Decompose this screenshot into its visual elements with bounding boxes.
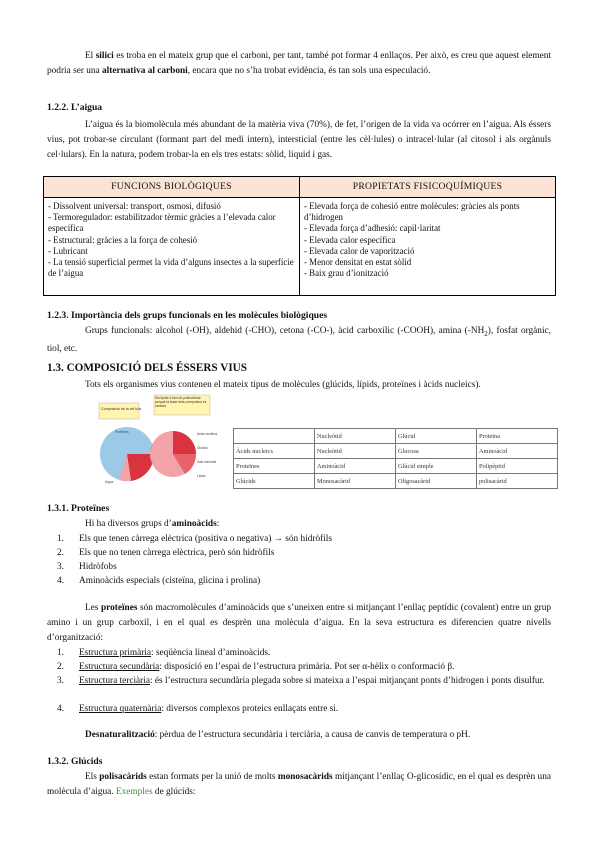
- link-exemples[interactable]: Exemples: [115, 787, 153, 797]
- table-header-propietats: PROPIETATS FISICOQUÍMIQUES: [300, 177, 556, 198]
- table-row: [234, 444, 558, 459]
- table-cell: Nucleòtid: [315, 444, 396, 459]
- text: Hi ha diversos grups d’: [85, 519, 172, 529]
- text: Grups funcionals: alcohol (-OH), aldehid (-CHO), cetona (-CO-), àcid carboxílic (-COOH), amina (-NH: [85, 326, 485, 336]
- table-cell: Proteïnes: [234, 459, 315, 474]
- table-header-funcions: FUNCIONS BIOLÒGIQUES: [44, 177, 300, 198]
- document-page: El silici es troba en el mateix grup que el carboni, per tant, també pot formar 4 enllaços. Per això, es creu que aquest element podria ser una alternativa al carboni, encara que no s’ha trobat evidència, és tan sols una especulació. 1.2.2. L’aigua L’aigua és la biomolècula més abundant de la matèria viva (70%), de fet, l’origen de la vida va ocórrer en l’aigua. Als éssers vius, pot trobar-se circulant (formant part del medi intern), intersticial (entre les cèl·lules) o intracel·lular (al citosol i als orgànuls cel·lulars). En la natura, podem trobar-la en els tres estats: sòlid, líquid i gas. FUNCIONS BIOLÒGIQUES PROPIETATS FISICOQUÍMIQUES - Dissolvent universal: transport, osmosi, difusió - Termoregulador: estabilitzador tèrmic gràcies a l’elevada calor específica - Estructural: gràcies a la força de cohesió - Lubricant - La tensió superficial permet la vida d’alguns insectes a la superfície de l’aigua - Elevada força de cohesió entre molècules: gràcies als ponts d’hidrogen - Elevada força d’adhesió: capil·laritat - Elevada calor específica - Elevada calor de vaporització - Menor densitat en estat sòlid - Baix grau d’ionització 1.2.3. Importància dels grups funcionals en les molècules biològiques Grups funcionals: alcohol (-OH), aldehid (-CHO), cetona (-CO-), àcid carboxílic (-COOH), amina $(-NH_2)$, fosfat orgànic, tiol, etc. 1.3. COMPOSICIÓ DELS ÉSSERS VIUS Tots els organismes vius contenen el mateix tipus de molècules (glúcids, lípids, proteïnes i àcids nucleics). Composició de la cèl·lula Els lípids s’han de polimeritzar perquè la base dels compostos és carboni Proteïnes Aigua Àcids nucleics Glúcids Sals minerals Lípids Nucleòtid Glúcid Proteïna Àcids nucleics Nucleòtid Glucosa Aminoàcid Proteïnes Aminoàcid Glúcid simple Polipèptid Glúcids Monosacàrid Oligosacàrid polisacàrid 1.3.1. Proteïnes Hi ha diversos grups d’aminoàcids: 1. Els que tenen càrrega elèctrica (positiva o negativa) → són hidròfils 2. Els que no tenen càrrega elèctrica, però són hidròfils 3. Hidròfobs 4. Aminoàcids especials (cisteïna, glicina i prolina) Les proteïnes són macromolècules d’aminoàcids que s’uneixen entre si mitjançant l’enllaç peptídic (covalent) entre un grup amino i un grup carboxil, i en el qual es desprèn una molècula d’aigua. En la seva estructura es diferencien quatre nivells d’organització: 1. Estructura primària: seqüència lineal d’aminoàcids. 2. Estructura secundària: disposició en l’espai de l’estructura primària. Pot ser α-hèlix o conformació β. 3. Estructura terciària: és l’estructura secundària plegada sobre si mateixa a l’espai mitjançant ponts d’hidrogen i ponts disulfur. 4. Estructura quaternària: diversos complexos proteics enllaçats entre si. Desnaturalització: pèrdua de l’estructura secundària i terciària, a causa de canvis de temperatura o pH. 1.3.2. Glúcids Els polisacàrids estan formats per la unió de molts monosacàrids mitjançant l’enllaç O-glicosídic, en el qual es desprèn una molècula d’aigua. Exemples de glúcids:: [0, 0, 600, 848]
- list-item: - Elevada força de cohesió entre molècules: gràcies als ponts d’hidrogen: [304, 201, 520, 223]
- list-item: - Lubricant: [48, 245, 88, 256]
- table-cell: [234, 429, 315, 444]
- text: mitjançant l’enllaç O-glicosídic, en el qual es desprèn una molècula d’aigua.: [47, 772, 551, 797]
- list-item: - Elevada calor de vaporització: [304, 245, 415, 256]
- figure-label-lipids: Lípids: [197, 474, 206, 478]
- water-table: [43, 176, 556, 296]
- text: ), fosfat orgànic, tiol, etc.: [47, 326, 551, 354]
- molecules-table: [233, 428, 558, 489]
- list-item: - Elevada força d’adhesió: capil·laritat: [304, 223, 441, 234]
- table-cell: Aminoàcid: [477, 444, 558, 459]
- term-desnaturalitzacio: Desnaturalització: [85, 730, 155, 740]
- list-item-text: : és l’estructura secundària plegada sobre si mateixa a l’espai mitjançant ponts d’hidrogen i ponts disulfur.: [149, 676, 545, 686]
- table-cell: Glucosa: [396, 444, 477, 459]
- paragraph-glucids: [47, 770, 551, 800]
- term-underline: Estructura secundària: [79, 662, 160, 672]
- composition-figure: [97, 393, 232, 493]
- text: El: [85, 51, 96, 61]
- term-alternativa: alternativa al carboni: [102, 66, 188, 76]
- list-item-text: : diversos complexos proteics enllaçats entre si.: [161, 704, 339, 714]
- table-row: [234, 459, 558, 474]
- list-item: - Baix grau d’ionització: [304, 268, 389, 279]
- list-item: - Dissolvent universal: transport, osmosi, difusió: [48, 201, 221, 211]
- heading-glucids: 1.3.2. Glúcids: [47, 756, 103, 767]
- paragraph-grups: [47, 324, 551, 357]
- list-item: - Termoregulador: estabilitzador tèrmic gràcies a l’elevada calor específica: [48, 212, 276, 234]
- heading-aigua: 1.2.2. L’aigua: [47, 102, 103, 113]
- figure-label-2: Els lípids s’han de polimeritzar perquè la base dels compostos és carboni: [155, 396, 207, 408]
- table-cell: Proteïna: [477, 429, 558, 444]
- table-cell: Polipèptid: [477, 459, 558, 474]
- text: estan formats per la unió de molts: [146, 772, 278, 782]
- term-proteines: proteïnes: [100, 603, 138, 613]
- list-item-text: : disposició en l’espai de l’estructura primària. Pot ser α-hèlix o conformació β.: [159, 662, 455, 672]
- list-item-text: : seqüència lineal d’aminoàcids.: [151, 648, 271, 658]
- table-cell: Glúcids: [234, 474, 315, 489]
- heading-composicio: 1.3. COMPOSICIÓ DELS ÉSSERS VIUS: [47, 362, 247, 374]
- figure-label-box: [99, 403, 139, 419]
- list-item: - Elevada calor específica: [304, 234, 396, 245]
- table-cell: Glúcid simple: [396, 459, 477, 474]
- text: Els: [85, 772, 100, 782]
- text: Les: [85, 603, 101, 613]
- table-row: [234, 429, 558, 444]
- list-item: - La tensió superficial permet la vida d’alguns insectes a la superfície de l’aigua: [48, 257, 294, 279]
- paragraph-desnaturalitzacio: [47, 728, 551, 743]
- term-underline: Estructura terciària: [79, 676, 150, 686]
- text: són macromolècules d’aminoàcids que s’uneixen entre si mitjançant l’enllaç peptídic (covalent) entre un grup amino i un grup carboxil, i en el qual es desprèn una molècula d’aigua. En la seva estructura es diferencien quatre nivells d’organització:: [47, 603, 551, 643]
- paragraph-aminoacids-intro: [47, 517, 551, 532]
- text: es troba en el mateix grup que el carboni, per tant, també pot formar 4 enllaços. Per això, es creu que aquest element podria ser una: [47, 51, 551, 76]
- list-item-text: Els que no tenen càrrega elèctrica, però són hidròfils: [79, 548, 275, 558]
- table-cell: Nucleòtid: [315, 429, 396, 444]
- figure-label-glucids: Glúcids: [197, 446, 208, 450]
- table-row: [234, 474, 558, 489]
- heading-proteines: 1.3.1. Proteïnes: [47, 503, 110, 514]
- term-monosacarids: monosacàrids: [277, 772, 333, 782]
- figure-label-proteins: Proteïnes: [115, 430, 129, 434]
- table-cell: Aminoàcid: [315, 459, 396, 474]
- list-item: - Menor densitat en estat sòlid: [304, 257, 412, 268]
- figure-label-water: Aigua: [105, 480, 114, 484]
- term-aminoacids: aminoàcids: [171, 519, 217, 529]
- figure-label-nucleic: Àcids nucleics: [197, 432, 218, 436]
- term-silici: silici: [95, 51, 114, 61]
- list-item: - Estructural: gràcies a la força de cohesió: [48, 234, 198, 245]
- table-cell: Àcids nucleics: [234, 444, 315, 459]
- table-cell-funcions: [44, 198, 300, 296]
- text: :: [216, 519, 220, 529]
- list-item-text: Els que tenen càrrega elèctrica (positiva o negativa) → són hidròfils: [79, 534, 332, 544]
- term-underline: Estructura primària: [79, 648, 152, 658]
- list-item-text: Aminoàcids especials (cisteïna, glicina i prolina): [79, 576, 261, 586]
- figure-label-sals: Sals minerals: [197, 460, 217, 464]
- text: , encara que no s’ha trobat evidència, és tan sols una especulació.: [187, 66, 431, 76]
- text: de glúcids:: [152, 787, 196, 797]
- paragraph-proteines: [47, 601, 551, 646]
- table-cell: polisacàrid: [477, 474, 558, 489]
- subscript: 2: [484, 329, 488, 338]
- figure-label-1: Composició de la cèl·lula: [101, 407, 141, 411]
- table-cell-propietats: [300, 198, 556, 296]
- table-cell: Monosacàrid: [315, 474, 396, 489]
- paragraph-composicio: Tots els organismes vius contenen el mateix tipus de molècules (glúcids, lípids, proteïnes i àcids nucleics).: [85, 380, 481, 390]
- paragraph-silici: [47, 49, 551, 79]
- term-polisacarids: polisacàrids: [99, 772, 147, 782]
- heading-grups: 1.2.3. Importància dels grups funcionals en les molècules biològiques: [47, 310, 328, 321]
- table-cell: Oligosacàrid: [396, 474, 477, 489]
- term-underline: Estructura quaternària: [79, 704, 162, 714]
- paragraph-aigua: L’aigua és la biomolècula més abundant de la matèria viva (70%), de fet, l’origen de la vida va ocórrer en l’aigua. Als éssers vius, pot trobar-se circulant (formant part del medi intern), intersticial (entre les cèl·lules) o intracel·lular (al citosol i als orgànuls cel·lulars). En la natura, podem trobar-la en els tres estats: sòlid, líquid i gas.: [47, 120, 551, 160]
- text: : pèrdua de l’estructura secundària i terciària, a causa de canvis de temperatura o pH.: [154, 730, 471, 740]
- list-item-text: Hidròfobs: [79, 562, 117, 572]
- table-cell: Glúcid: [396, 429, 477, 444]
